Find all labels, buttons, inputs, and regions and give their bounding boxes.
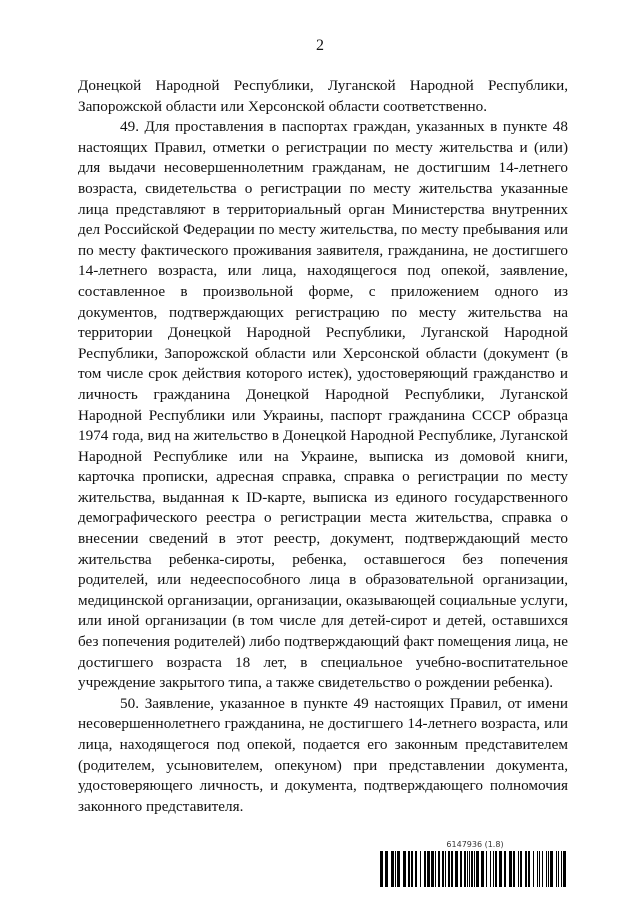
page-number: 2 [316, 37, 324, 54]
document-barcode [380, 840, 570, 890]
paragraph-continuation: Донецкой Народной Республики, Луганской Народной Республики, Запорожской области или Херсонской области соответственно. [78, 77, 568, 115]
barcode-icon [380, 851, 570, 887]
paragraph-clause-49: 49. Для проставления в паспортах граждан, указанных в пункте 48 настоящих Правил, отметки о регистрации по месту жительства и (или) для выдачи несовершеннолетним гражданам, не достигшим 14-летнего возраста, свидетельства о регистрации по месту жительства указанные лица представляют в территориальный орган Министерства внутренних дел Российской Федерации по месту жительства, по месту пребывания или по месту фактического проживания заявителя, гражданина, не достигшего 14-летнего возраста, или лица, находящегося под опекой, заявление, составленное в произвольной форме, с приложением одного из документов, подтверждающих регистрацию по месту жительства на территории Донецкой Народной Республики, Луганской Народной Республики, Запорожской области или Херсонской области (документ (в том числе срок действия которого истек), удостоверяющий гражданство и личность гражданина Донецкой Народной Республики, Луганской Народной Республики или Украины, паспорт гражданина СССР образца 1974 года, вид на жительство в Донецкой Народной Республике, Луганской Народной Республике или на Украине, выписка из домовой книги, карточка прописки, адресная справка, справка о регистрации по месту жительства, выданная к ID-карте, выписка из единого государственного демографического реестра о регистрации места жительства, справка о внесении сведений в этот реестр, документ, подтверждающий место жительства ребенка-сироты, ребенка, оставшегося без попечения родителей, или недееспособного лица в образовательной организации, медицинской организации, организации, оказывающей социальные услуги, или иной организации (в том числе для детей-сирот и детей, оставшихся без попечения родителей) либо подтверждающий факт помещения лица, не достигшего возраста 18 лет, в специальное учебно-воспитательное учреждение закрытого типа, а также свидетельство о рождении ребенка). [78, 118, 568, 692]
paragraph-clause-50: 50. Заявление, указанное в пункте 49 настоящих Правил, от имени несовершеннолетнего гражданина, не достигшего 14-летнего возраста, или лица, находящегося под опекой, подается его законным представителем (родителем, усыновителем, опекуном) при представлении документа, удостоверяющего личность, и документа, подтверждающего полномочия законного представителя. [78, 694, 568, 815]
barcode-caption: 6147936 (1.8) [446, 840, 504, 849]
document-body [78, 76, 568, 817]
